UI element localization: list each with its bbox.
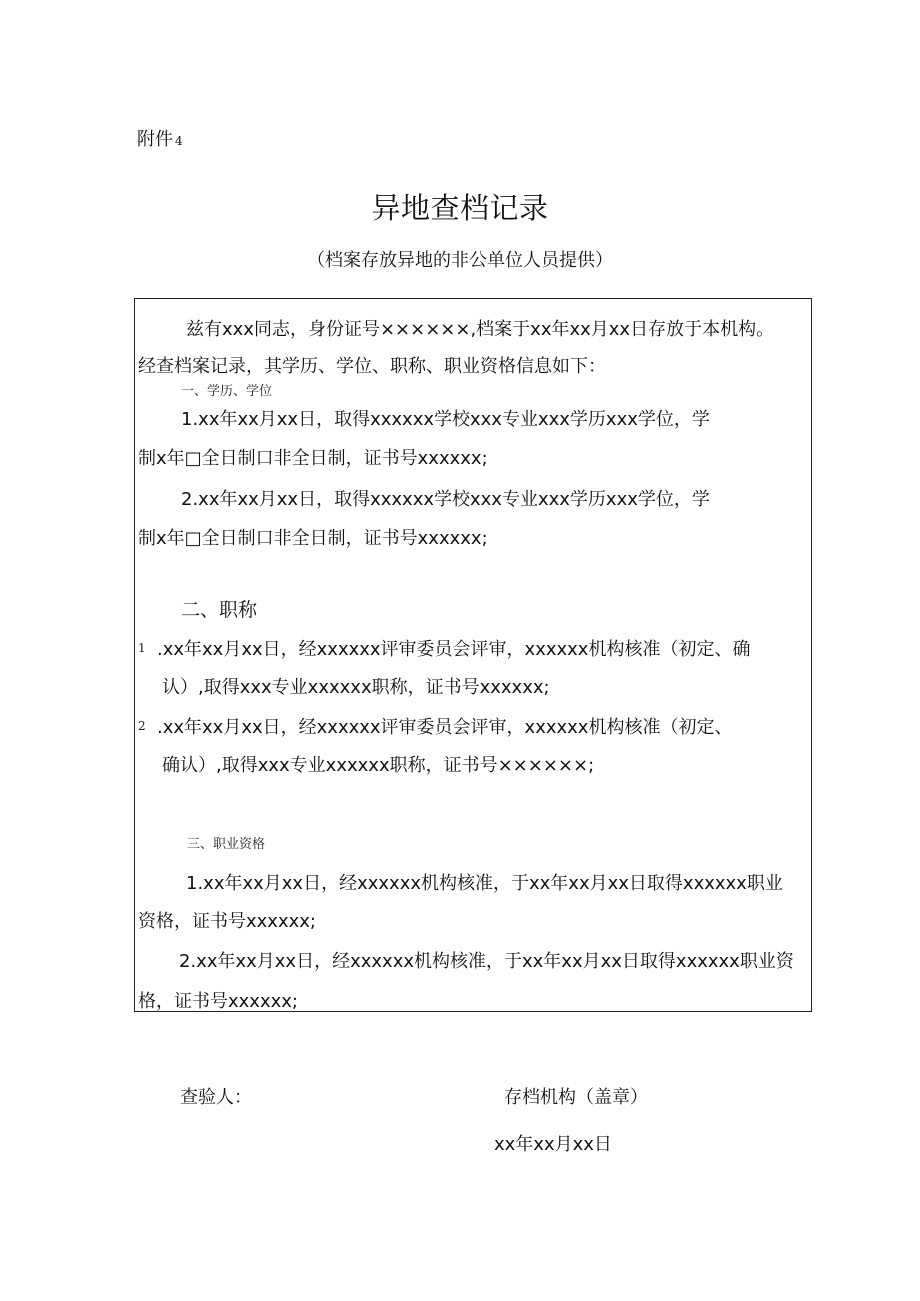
section-2-item-2-number: 2 — [138, 719, 146, 733]
section-2-item-1-line-2: 认）,取得xxx专业xxxxxx职称，证书号xxxxxx; — [162, 677, 550, 698]
record-box — [134, 298, 812, 1012]
attachment-label — [137, 125, 183, 151]
page-subtitle: （档案存放异地的非公单位人员提供） — [307, 250, 613, 271]
intro-line-2: 经查档案记录，其学历、学位、职称、职业资格信息如下： — [138, 356, 606, 377]
section-3-heading: 三、职业资格 — [187, 837, 266, 852]
section-3-item-2-line-2: 格，证书号xxxxxx; — [138, 991, 298, 1012]
section-1-heading: 一、学历、学位 — [181, 384, 273, 399]
archive-org-label: 存档机构（盖章） — [504, 1087, 648, 1108]
section-1-item-1-line-2: 制x年□全日制口非全日制，证书号xxxxxx; — [138, 448, 488, 469]
page-title: 异地查档记录 — [371, 191, 549, 225]
section-2-item-2-line-2: 确认）,取得xxx专业xxxxxx职称，证书号××××××; — [162, 755, 595, 776]
section-2-item-2-line-1: .xx年xx月xx日，经xxxxxx评审委员会评审，xxxxxx机构核准（初定、 — [157, 717, 733, 738]
section-3-item-1-line-1: 1.xx年xx月xx日，经xxxxxx机构核准，于xx年xx月xx日取得xxxxxx职业 — [186, 873, 783, 894]
section-2-item-1-line-1: .xx年xx月xx日，经xxxxxx评审委员会评审，xxxxxx机构核准（初定、确 — [157, 639, 751, 660]
section-2-heading: 二、职称 — [181, 599, 258, 621]
inspector-label: 查验人： — [180, 1087, 252, 1108]
section-1-item-2-line-1: 2.xx年xx月xx日，取得xxxxxx学校xxx专业xxx学历xxx学位，学 — [181, 489, 710, 510]
attachment-number: 4 — [175, 134, 183, 148]
section-1-item-2-line-2: 制x年□全日制口非全日制，证书号xxxxxx; — [138, 528, 488, 549]
intro-line-1: 兹有xxx同志，身份证号××××××,档案于xx年xx月xx日存放于本机构。 — [186, 319, 775, 340]
attachment-label-text: 附件 — [137, 129, 173, 150]
section-2-item-1-number: 1 — [138, 641, 146, 655]
section-3-item-2-line-1: 2.xx年xx月xx日，经xxxxxx机构核准，于xx年xx月xx日取得xxxxxx职业资 — [179, 951, 794, 972]
section-3-item-1-line-2: 资格，证书号xxxxxx; — [138, 911, 316, 932]
section-1-item-1-line-1: 1.xx年xx月xx日，取得xxxxxx学校xxx专业xxx学历xxx学位，学 — [181, 409, 710, 430]
footer-date: xx年xx月xx日 — [494, 1134, 612, 1155]
